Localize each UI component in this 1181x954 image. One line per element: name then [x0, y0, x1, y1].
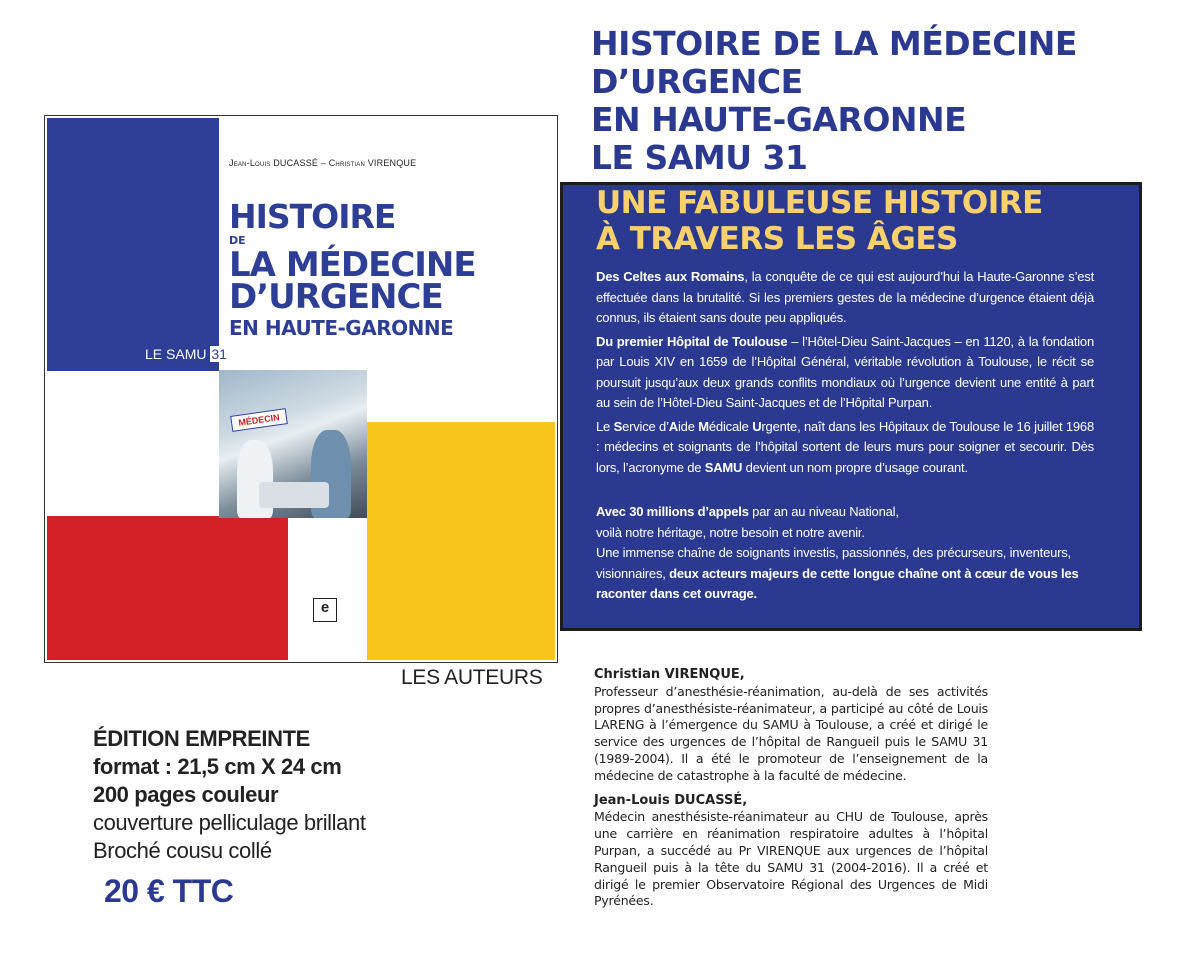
info-p6-bold: deux acteurs majeurs de cette longue chaîne ont à cœur de vous les raconter dans cet ouvrage.: [596, 565, 1079, 601]
cover-title-urgence: D’URGENCE: [229, 277, 443, 317]
info-paragraph-4: [596, 502, 1094, 523]
photo-medecin-sign: MÉDECIN: [230, 408, 288, 432]
edition-binding: Broché cousu collé: [93, 838, 272, 863]
cover-samu-text: LE SAMU: [145, 346, 211, 362]
author1-bio: Professeur d’anesthésie-réanimation, au-delà de ses activités propres d’anesthésiste-réanimateur, a participé au côté de Louis LARENG à l’émergence du SAMU à Toulouse, a créé et dirigé le service des urgences de l’hôpital de Rangueil puis le SAMU 31 (1989-2004). Il a été le promoteur de l’enseignement de la médecine de catastrophe à la faculté de médecine.: [594, 683, 988, 783]
info-p3-a: Le: [596, 418, 614, 434]
edition-format: format : 21,5 cm X 24 cm: [93, 754, 342, 779]
info-paragraph-1: [596, 267, 1094, 329]
author1-name: Christian VIRENQUE,: [594, 667, 745, 682]
info-paragraph-5: voilà notre héritage, notre besoin et notre avenir.: [596, 524, 865, 540]
cover-yellow-block: [367, 422, 555, 660]
info-p3-u: U: [752, 418, 762, 434]
price: 20 € TTC: [104, 873, 234, 909]
edition-cover-type: couverture pelliculage brillant: [93, 810, 366, 835]
info-paragraph-6: [596, 543, 1094, 605]
cover-blue-block: [47, 118, 219, 371]
info-heading-line-2: À TRAVERS LES ÂGES: [596, 221, 958, 257]
info-heading-line-1: UNE FABULEUSE HISTOIRE: [596, 185, 1043, 221]
authors-section-label: LES AUTEURS: [401, 666, 543, 689]
main-title-line-1: HISTOIRE DE LA MÉDECINE: [591, 24, 1077, 63]
publisher-logo-icon: e: [313, 598, 337, 622]
info-paragraph-2: [596, 332, 1094, 414]
info-p3-m: M: [698, 418, 709, 434]
info-p3-f: devient un nom propre d’usage courant.: [742, 459, 968, 475]
info-p3-s: S: [613, 418, 623, 434]
author-bios: [594, 667, 988, 910]
cover-samu-number: 31: [211, 346, 227, 362]
cover-authors: Jean-Louis DUCASSÉ – Christian VIRENQUE: [229, 158, 417, 168]
info-p4-bold: Avec 30 millions d’appels: [596, 504, 749, 519]
info-p4-text: par an au niveau National,: [748, 504, 899, 519]
info-p2-bold: Du premier Hôpital de Toulouse: [596, 333, 788, 349]
author2-bio: Médecin anesthésiste-réanimateur au CHU de Toulouse, après une carrière en réanimation respiratoire adultes à l’hôpital Purpan, a succédé au Pr VIRENQUE aux urgences de l’hôpital Rangueil puis à la tête du SAMU 31 (2004-2016). Il a créé et dirigé le premier Observatoire Régional des Urgences de Midi Pyrénées.: [594, 809, 988, 909]
main-title-line-3: EN HAUTE-GARONNE: [591, 100, 967, 139]
info-p3-e: rgente, naît dans les Hôpitaux de Toulouse le 16 juillet 1968 : médecins et soignants de l’hôpital sortent de leurs murs pour soigner et secourir. Dès lors, l’acronyme de: [596, 418, 1094, 475]
author2-name: Jean-Louis DUCASSÉ,: [594, 792, 748, 808]
info-box: [560, 182, 1142, 631]
main-title: [591, 25, 1171, 177]
info-p3-a2: A: [668, 418, 678, 434]
photo-stretcher: [259, 482, 329, 508]
info-body: [596, 267, 1094, 605]
info-p1-bold: Des Celtes aux Romains: [596, 269, 745, 284]
info-paragraph-3: [596, 417, 1094, 479]
info-heading: [596, 185, 1043, 257]
cover-red-block: [47, 516, 288, 660]
cover-title-de: DE: [229, 234, 246, 247]
main-title-line-4: LE SAMU 31: [591, 138, 808, 177]
edition-info: [93, 725, 366, 865]
info-p6-text: Une immense chaîne de soignants investis, passionnés, des précurseurs, inventeurs, visionnaires,: [596, 545, 1071, 581]
book-cover: [44, 115, 558, 663]
info-p3-samu: SAMU: [704, 459, 743, 475]
cover-photo: [219, 370, 367, 518]
cover-title-medecine: LA MÉDECINE: [229, 245, 476, 285]
edition-publisher: ÉDITION EMPREINTE: [93, 726, 310, 751]
edition-pages: 200 pages couleur: [93, 782, 279, 807]
main-title-line-2: D’URGENCE: [591, 62, 803, 101]
info-p2-text: – l’Hôtel-Dieu Saint-Jacques – en 1120, à la fondation par Louis XIV en 1659 de l’Hôpital Général, véritable révolution à Toulouse, le récit se poursuit jusqu’aux deux grands conflits mondiaux où l’urgence devient une entité à part au sein de l’Hôtel-Dieu Saint-Jacques et de l’Hôpital Purpan.: [596, 333, 1094, 410]
info-p1-text: , la conquête de ce qui est aujourd’hui la Haute-Garonne s’est effectuée dans la brutalité. Si les premiers gestes de la médecine d’urgence étaient déjà connus, ils étaient sans doute peu appliqués.: [596, 269, 1094, 325]
info-p3-c: ide: [677, 418, 699, 434]
info-p3-d: édicale: [708, 418, 753, 434]
cover-samu-label: [145, 346, 228, 362]
cover-title-haute-garonne: EN HAUTE-GARONNE: [229, 316, 454, 340]
cover-title-histoire: HISTOIRE: [229, 197, 396, 236]
info-p3-b: ervice d’: [622, 418, 669, 434]
